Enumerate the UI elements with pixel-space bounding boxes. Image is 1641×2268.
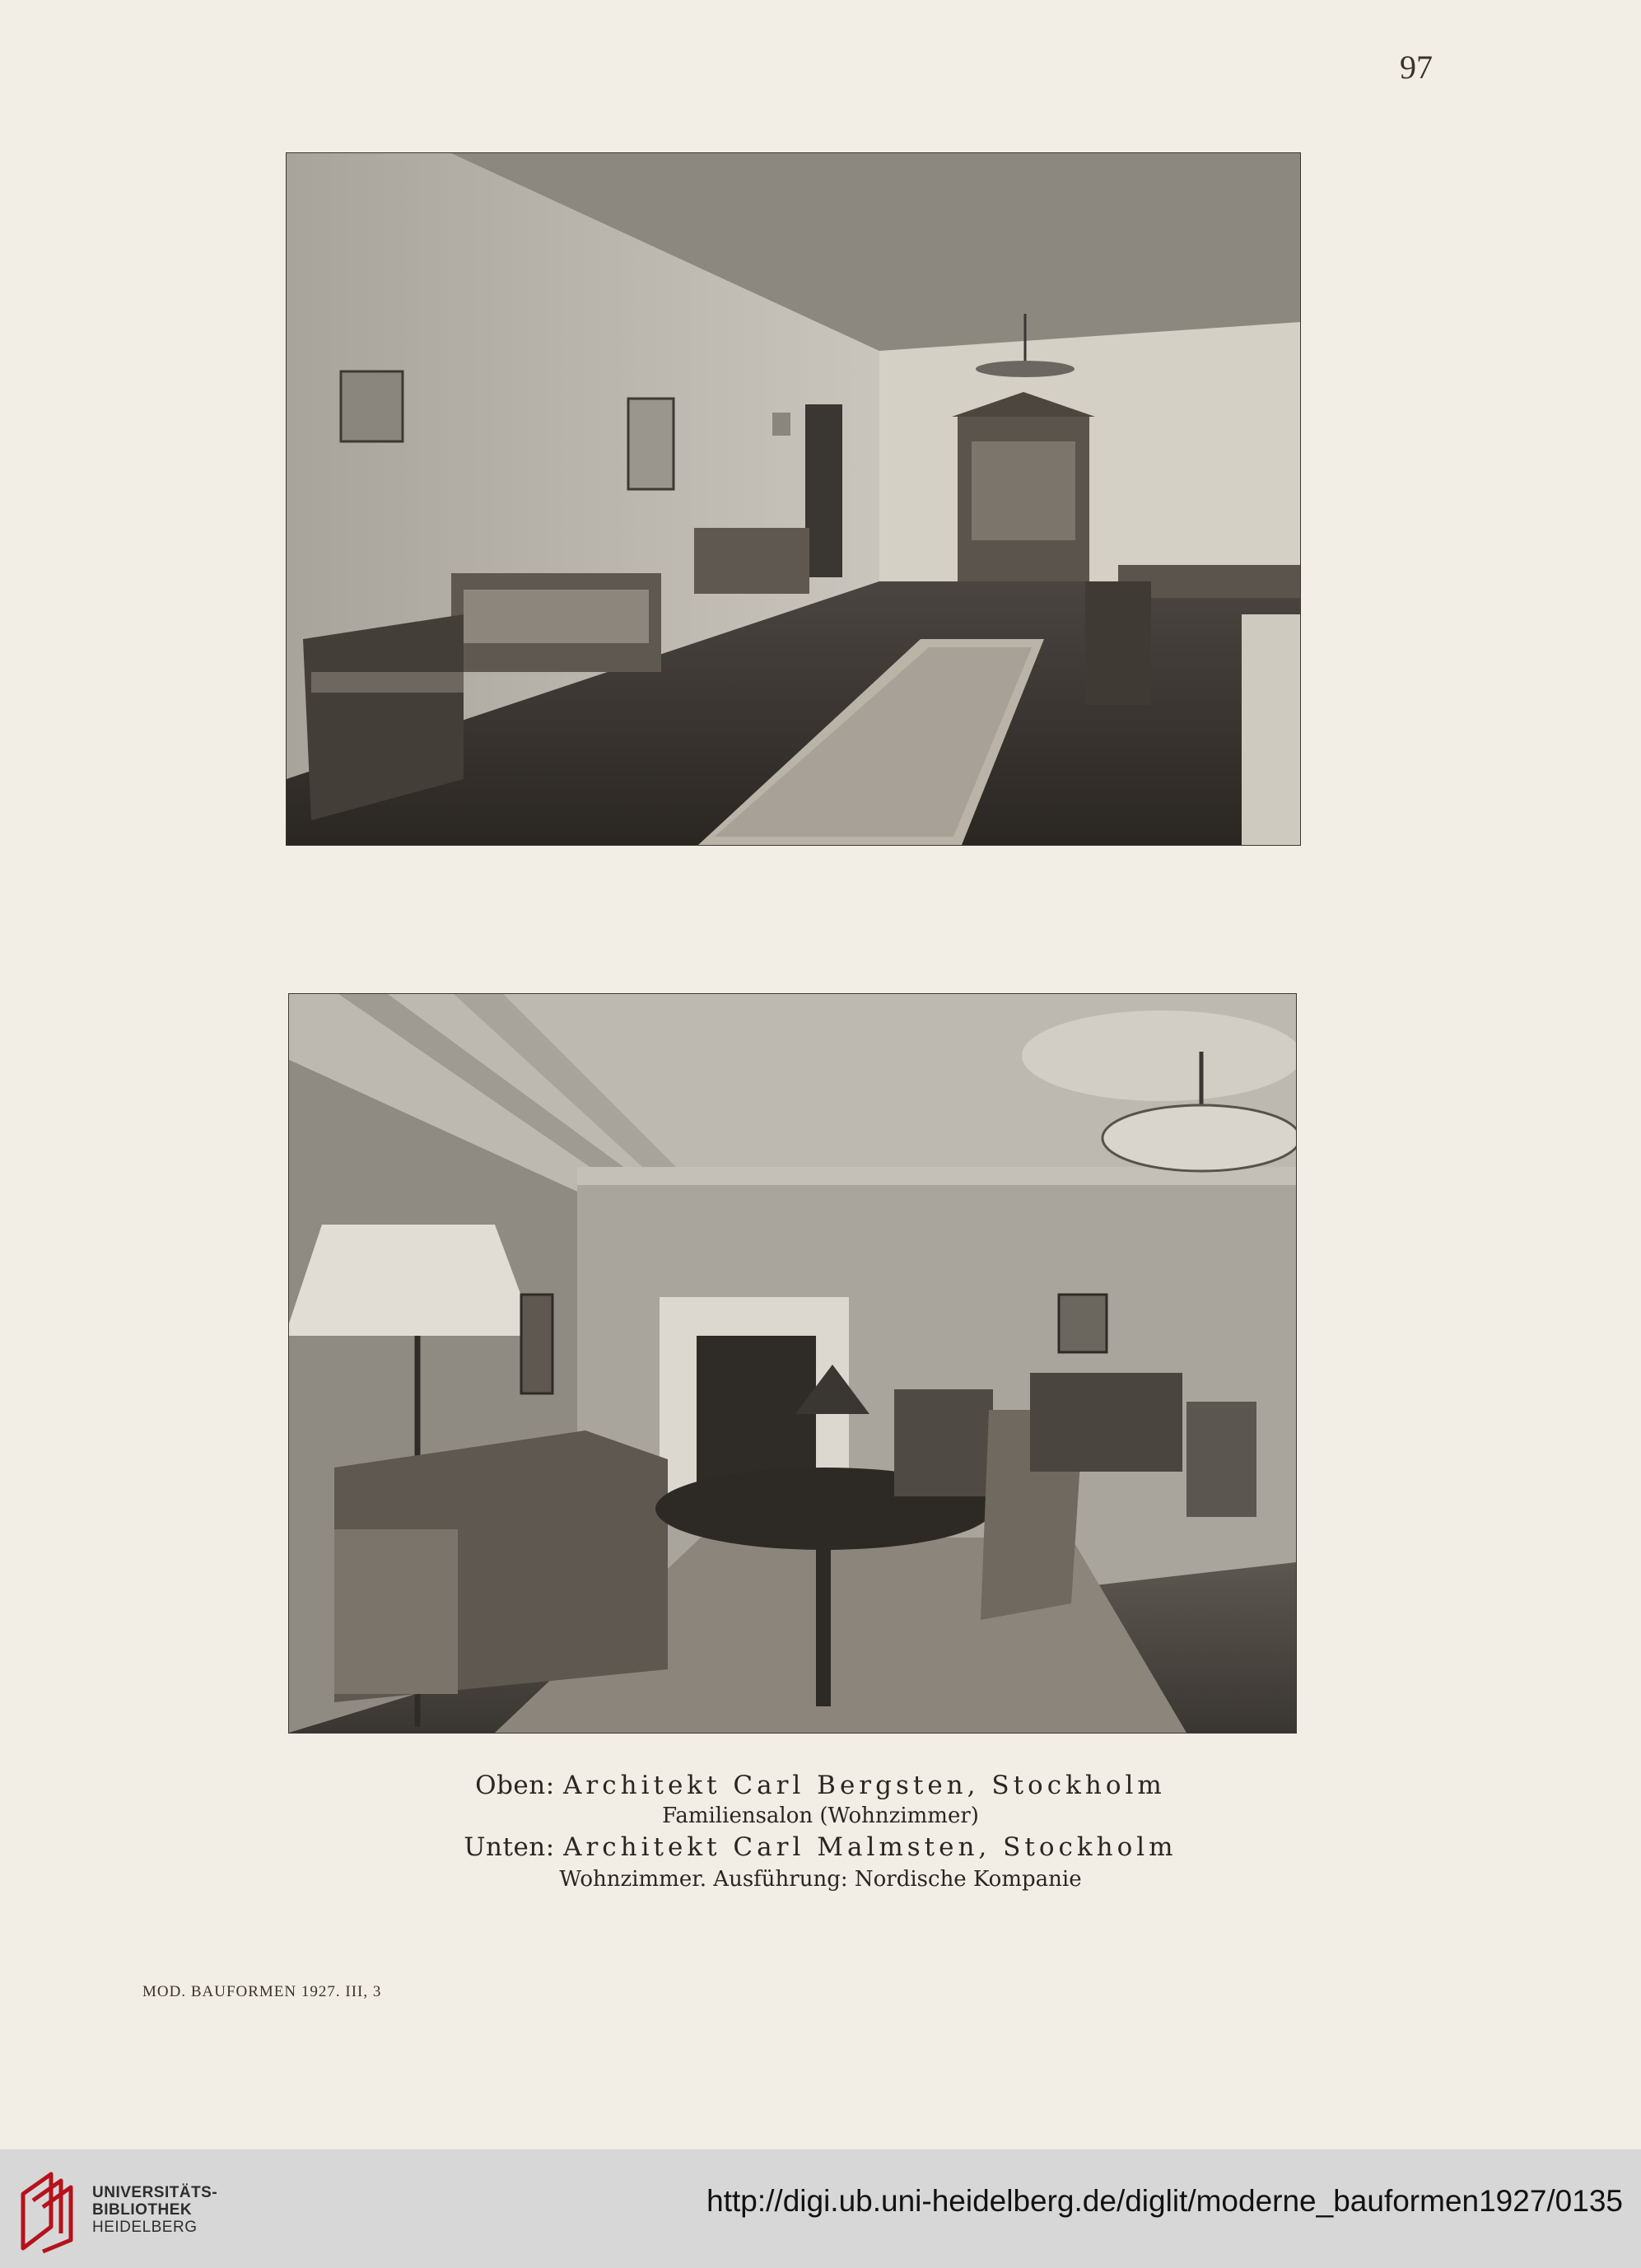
caption-line-1	[0, 1771, 1641, 1800]
photo-bottom-living-room	[289, 994, 1296, 1733]
publication-reference: MOD. BAUFORMEN 1927. III, 3	[142, 1983, 382, 2000]
caption-line-3	[0, 1832, 1641, 1862]
logo-text-line-2: BIBLIOTHEK	[92, 2201, 193, 2219]
caption-line-2: Familiensalon (Wohnzimmer)	[662, 1804, 979, 1828]
library-footer-bar	[0, 2149, 1641, 2268]
page-number: 97	[1400, 49, 1433, 86]
caption-line-3-architect: Architekt Carl Malmsten, Stockholm	[563, 1832, 1177, 1862]
library-logo-text	[92, 2184, 217, 2236]
caption-line-1-architect: Architekt Carl Bergsten, Stockholm	[563, 1771, 1166, 1800]
caption-line-4: Wohnzimmer. Ausführung: Nordische Kompanie	[559, 1867, 1082, 1892]
caption-line-1-prefix: Oben:	[475, 1771, 555, 1800]
logo-text-line-3: HEIDELBERG	[92, 2219, 198, 2236]
caption-line-3-prefix: Unten:	[464, 1832, 555, 1862]
permalink-url[interactable]: http://digi.ub.uni-heidelberg.de/diglit/moderne_bauformen1927/0135	[706, 2184, 1623, 2218]
library-logo-icon	[18, 2169, 81, 2256]
logo-text-line-1: UNIVERSITÄTS-	[92, 2184, 218, 2201]
photo-top-family-salon	[287, 153, 1300, 845]
